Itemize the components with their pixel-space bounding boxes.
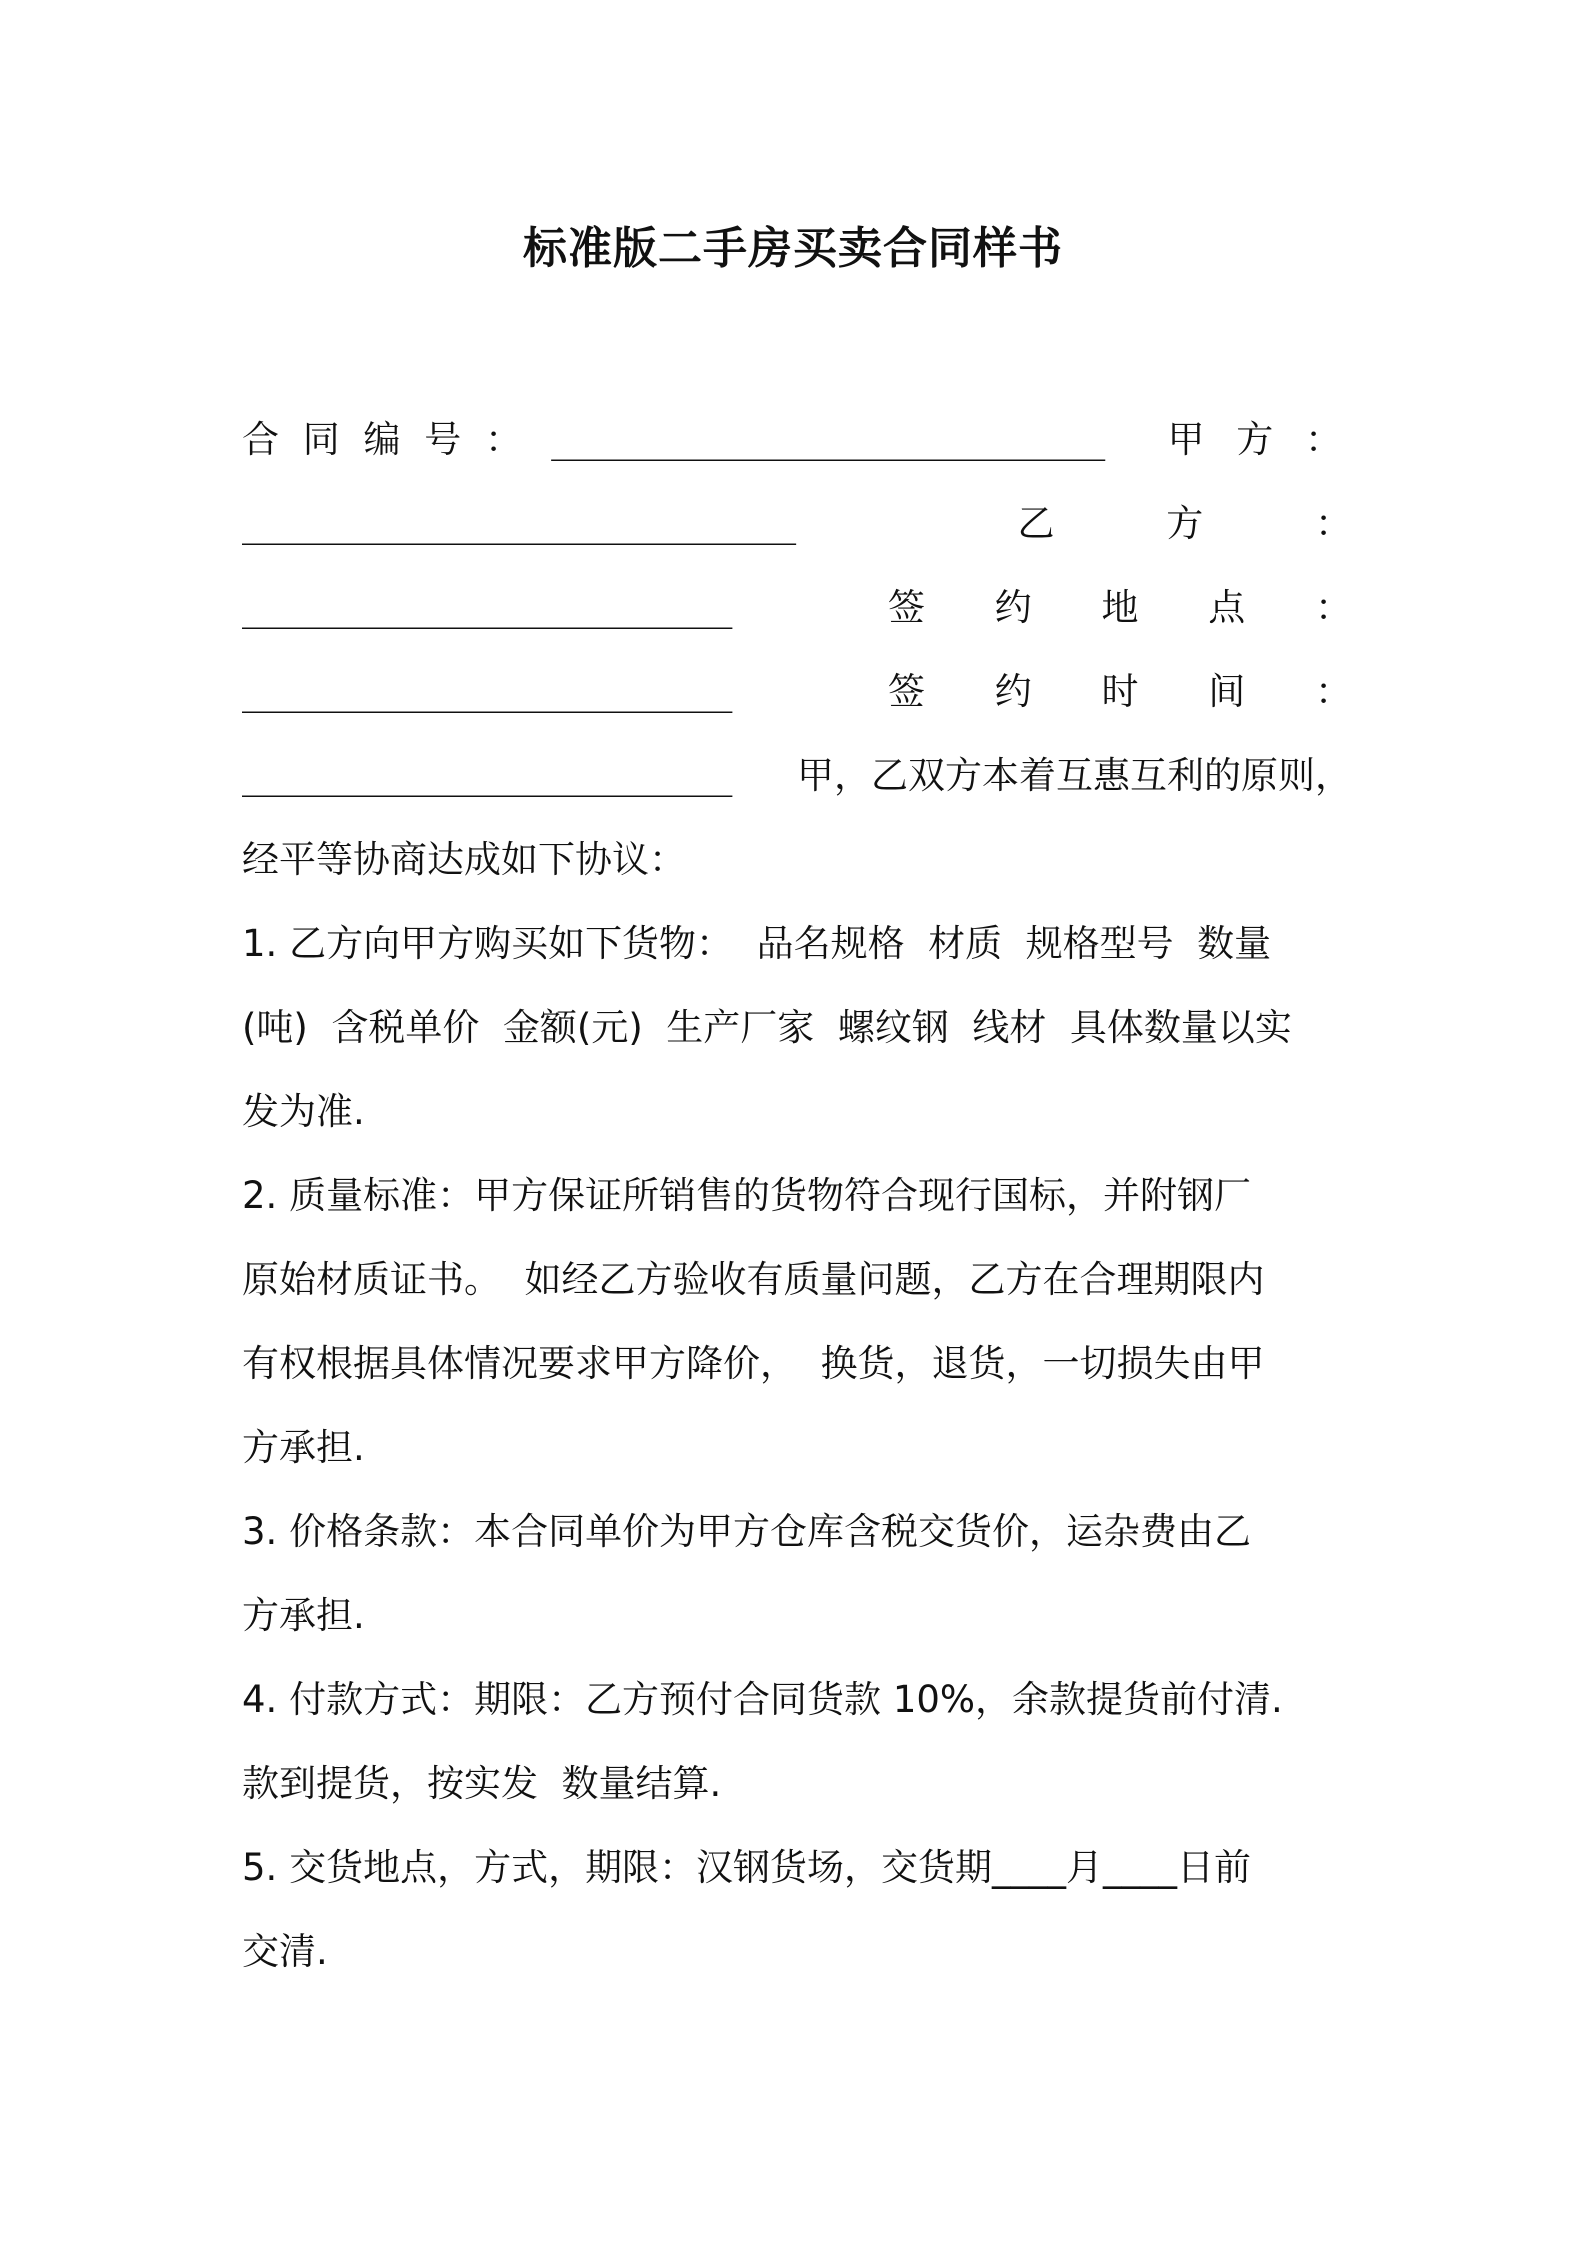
clause-3 [242, 1490, 1354, 1658]
clause-1-line-2: (吨) 含税单价 金额(元) 生产厂家 螺纹钢 线材 具体数量以实 [242, 1006, 1292, 1049]
party-b-label: 乙 方 ： [1017, 502, 1352, 545]
clause-2-line-2: 原始材质证书。 如经乙方验收有质量问题，乙方在合理期限内 [242, 1258, 1265, 1301]
clause-1-line-1: 1. 乙方向甲方购买如下货物： 品名规格 材质 规格型号 数量 [242, 922, 1272, 965]
sign-time-label: 签 约 时 间 ： [887, 670, 1352, 713]
contract-no-row [242, 398, 1352, 482]
clause-4-line-2: 款到提货，按实发 数量结算. [242, 1762, 722, 1805]
party-a-label: 甲 方 ： [1167, 418, 1352, 461]
sign-place-blank: _______________________ [242, 670, 732, 713]
sign-time-blank: _______________________ [242, 754, 732, 797]
party-b-row [242, 566, 1352, 650]
sign-place-row [242, 650, 1352, 734]
clause-4-line-1: 4. 付款方式：期限：乙方预付合同货款 10%，余款提货前付清. [242, 1678, 1283, 1721]
clause-5-line-2: 交清. [242, 1930, 328, 1973]
clause-2-line-4: 方承担. [242, 1426, 365, 1469]
clause-1-line-3: 发为准. [242, 1090, 365, 1133]
clause-2 [242, 1154, 1354, 1490]
clause-4 [242, 1658, 1354, 1826]
sign-time-row [242, 734, 1352, 818]
clause-5-line-1: 5. 交货地点，方式，期限：汉钢货场，交货期____月____日前 [242, 1846, 1252, 1889]
clause-5 [242, 1826, 1354, 1994]
party-b-blank: _______________________ [242, 586, 732, 629]
clause-3-line-2: 方承担. [242, 1594, 365, 1637]
clause-3-line-1: 3. 价格条款：本合同单价为甲方仓库含税交货价，运杂费由乙 [242, 1510, 1252, 1553]
party-a-blank: __________________________ [242, 502, 796, 545]
intro-line-2: 经平等协商达成如下协议： [242, 838, 686, 881]
sign-place-label: 签 约 地 点 ： [887, 586, 1352, 629]
clause-2-line-3: 有权根据具体情况要求甲方降价， 换货，退货，一切损失由甲 [242, 1342, 1265, 1385]
contract-no-label: 合 同 编 号 ： [242, 418, 529, 461]
clause-2-line-1: 2. 质量标准：甲方保证所销售的货物符合现行国标，并附钢厂 [242, 1174, 1252, 1217]
document-title: 标准版二手房买卖合同样书 [523, 223, 1063, 274]
party-a-row [242, 482, 1352, 566]
contract-no-blank: __________________________ [551, 418, 1105, 461]
intro-line-1: 甲，乙双方本着互惠互利的原则， [797, 754, 1352, 797]
clause-1 [242, 902, 1354, 1154]
